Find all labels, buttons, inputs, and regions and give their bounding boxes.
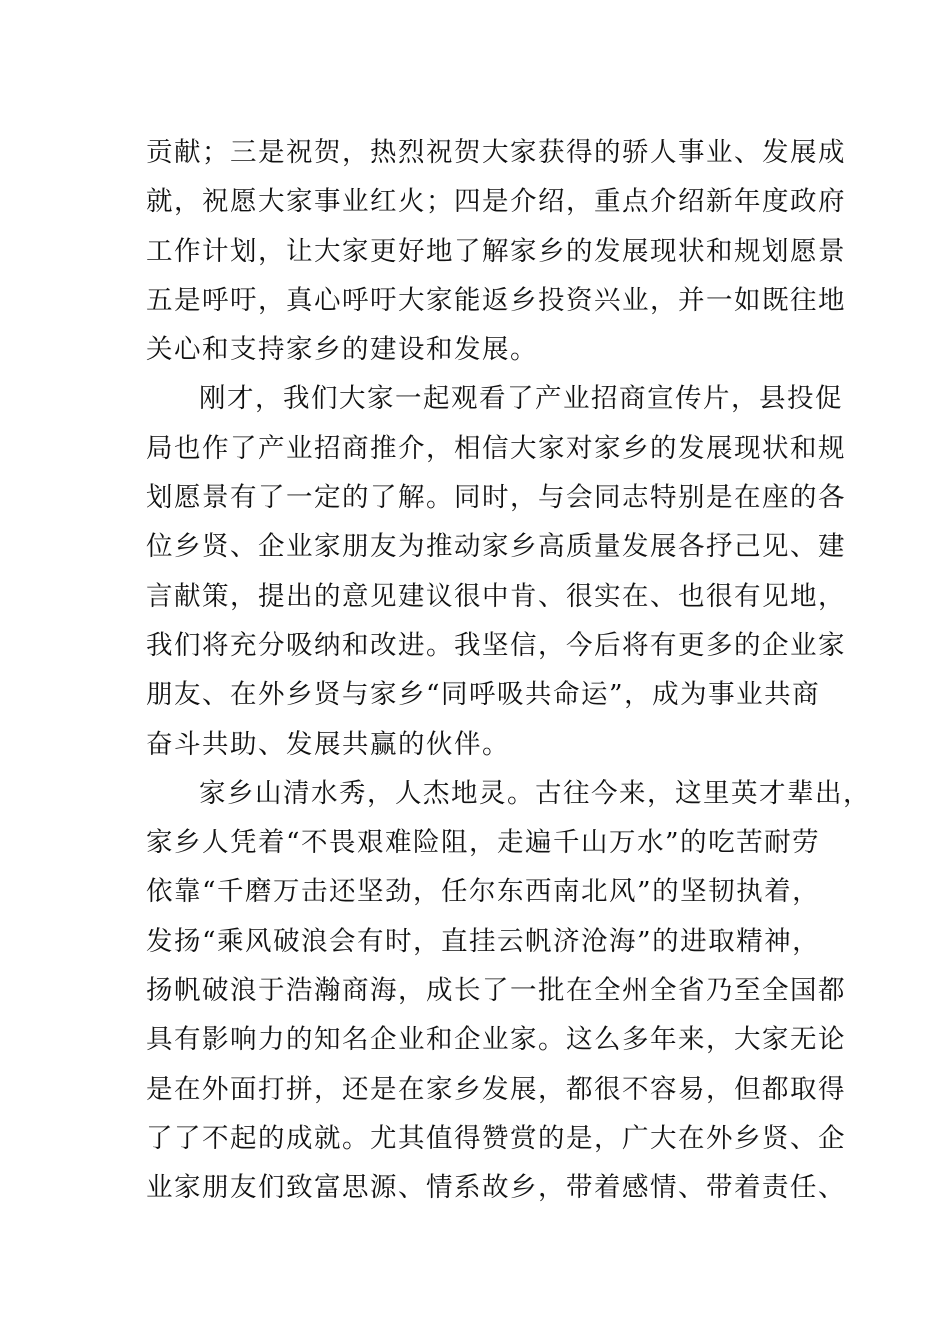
text-line: 具有影响力的知名企业和企业家。这么多年来，大家无论 — [146, 1024, 846, 1056]
text-line: 言献策，提出的意见建议很中肯、很实在、也很有见地， — [146, 580, 846, 612]
text-line: 工作计划，让大家更好地了解家乡的发展现状和规划愿景 — [146, 235, 846, 267]
text-line: 业家朋友们致富思源、情系故乡，带着感情、带着责任、 — [146, 1172, 846, 1204]
text-line: 就，祝愿大家事业红火；四是介绍，重点介绍新年度政府 — [146, 186, 846, 218]
text-line: 是在外面打拼，还是在家乡发展，都很不容易，但都取得 — [146, 1073, 846, 1105]
text-line: 五是呼吁，真心呼吁大家能返乡投资兴业，并一如既往地 — [146, 284, 846, 316]
text-line: 关心和支持家乡的建设和发展。 — [146, 334, 538, 366]
text-line: 了了不起的成就。尤其值得赞赏的是，广大在外乡贤、企 — [146, 1122, 846, 1154]
text-line: 朋友、在外乡贤与家乡“同呼吸共命运”，成为事业共商 — [146, 679, 821, 711]
text-line: 位乡贤、企业家朋友为推动家乡高质量发展各抒己见、建 — [146, 531, 846, 563]
paragraph-first-line: 家乡山清水秀，人杰地灵。古往今来，这里英才辈出， — [199, 777, 871, 809]
paragraph-first-line: 刚才，我们大家一起观看了产业招商宣传片，县投促 — [199, 383, 843, 415]
text-line: 扬帆破浪于浩瀚商海，成长了一批在全州全省乃至全国都 — [146, 975, 846, 1007]
text-line: 局也作了产业招商推介，相信大家对家乡的发展现状和规 — [146, 432, 846, 464]
text-line: 划愿景有了一定的了解。同时，与会同志特别是在座的各 — [146, 482, 846, 514]
text-line: 家乡人凭着“不畏艰难险阻，走遍千山万水”的吃苦耐劳 — [146, 827, 821, 859]
text-line: 贡献；三是祝贺，热烈祝贺大家获得的骄人事业、发展成 — [146, 137, 846, 168]
text-line: 奋斗共助、发展共赢的伙伴。 — [146, 728, 510, 760]
body-text — [146, 128, 871, 1213]
text-line: 依靠“千磨万击还坚劲，任尔东西南北风”的坚韧执着， — [146, 876, 821, 908]
text-line: 发扬“乘风破浪会有时，直挂云帆济沧海”的进取精神， — [146, 925, 821, 957]
text-line: 我们将充分吸纳和改进。我坚信，今后将有更多的企业家 — [146, 629, 846, 661]
